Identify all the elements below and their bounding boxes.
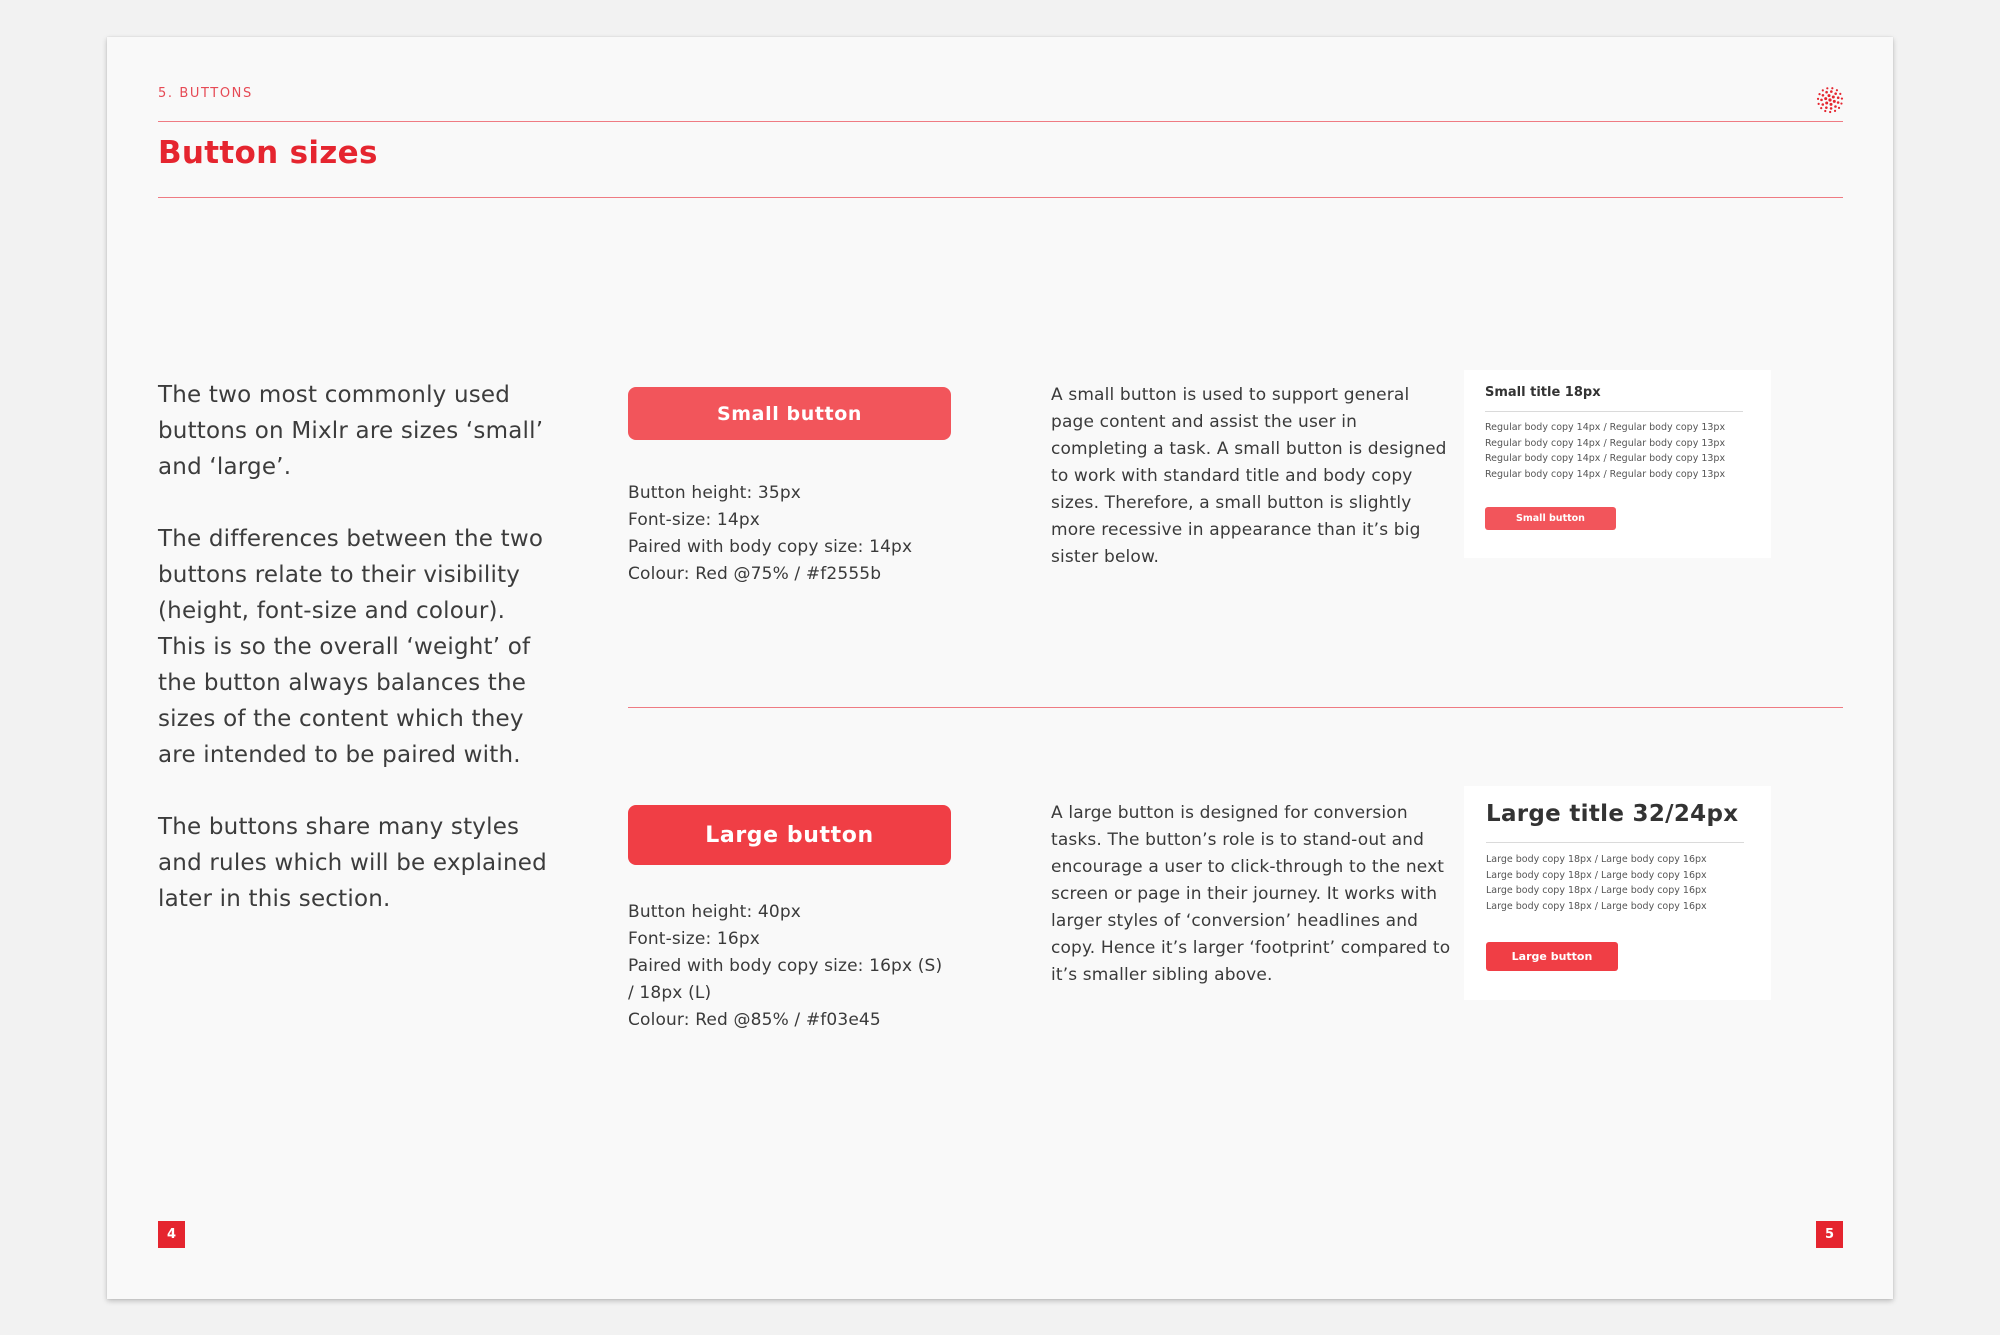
body-copy-line: Large body copy 18px / Large body copy 16px [1486,885,1707,896]
title-rule [158,197,1843,198]
header-rule [158,121,1843,122]
page-number-left: 4 [158,1221,185,1248]
card-small-button[interactable]: Small button [1485,507,1616,530]
body-copy-line: Regular body copy 14px / Regular body copy 13px [1485,468,1726,480]
small-button-description: A small button is used to support general page content and assist the user in completing a task. A small button is designed to work with standard title and body copy sizes. Therefore, a small button is slightly more recessive in appearance than it’s big sister below. [1051,385,1447,567]
card-divider [1486,842,1744,843]
card-divider [1485,411,1743,412]
spec-line: Button height: 35px [628,483,801,503]
spec-line: Paired with body copy size: 14px [628,537,913,557]
spec-line: Colour: Red @75% / #f2555b [628,564,882,584]
card-body-copy [1485,420,1725,482]
card-large-button[interactable]: Large button [1486,942,1618,971]
body-copy-line: Large body copy 18px / Large body copy 16px [1486,900,1707,912]
large-button-sample[interactable]: Large button [628,805,951,865]
section-label: 5. BUTTONS [158,86,253,101]
small-button-specs [628,480,912,588]
body-copy-line: Regular body copy 14px / Regular body copy 13px [1485,422,1726,433]
document-page [107,37,1893,1299]
intro-paragraph: The buttons share many styles and rules which will be explained later in this section. [158,814,547,912]
body-copy-line: Regular body copy 14px / Regular body copy 13px [1485,453,1726,464]
spec-line: Button height: 40px [628,902,801,922]
card-title: Small title 18px [1485,385,1601,400]
spec-line: Paired with body copy size: 16px (S) / 18px (L) [628,956,943,1003]
spec-line: Font-size: 14px [628,510,760,530]
page-number-right: 5 [1816,1221,1843,1248]
small-button-sample[interactable]: Small button [628,387,951,440]
body-copy-line: Large body copy 18px / Large body copy 16px [1486,854,1707,865]
large-button-specs [628,899,948,1034]
card-title: Large title 32/24px [1486,801,1739,827]
small-button-example-card [1464,370,1771,558]
spec-line: Font-size: 16px [628,929,760,949]
intro-paragraph: The two most commonly used buttons on Mixlr are sizes ‘small’ and ‘large’. [158,382,544,480]
intro-paragraph: The differences between the two buttons relate to their visibility (height, font-size and colour). This is so the overall ‘weight’ of the button always balances the sizes of the content which they are intended to be paired with. [158,526,544,768]
intro-text [158,377,558,953]
body-copy-line: Regular body copy 14px / Regular body copy 13px [1485,437,1726,449]
mixlr-logo-icon [1816,86,1844,114]
large-button-example-card [1464,786,1771,1000]
body-copy-line: Large body copy 18px / Large body copy 16px [1486,869,1707,881]
section-divider [628,707,1843,708]
large-button-description: A large button is designed for conversion tasks. The button’s role is to stand-out and encourage a user to click-through to the next screen or page in their journey. It works with larger styles of ‘conversion’ headlines and copy. Hence it’s larger ‘footprint’ compared to it’s smaller sibling above. [1051,803,1451,985]
spec-line: Colour: Red @85% / #f03e45 [628,1010,881,1030]
card-body-copy [1486,852,1707,914]
page-title: Button sizes [158,135,378,171]
